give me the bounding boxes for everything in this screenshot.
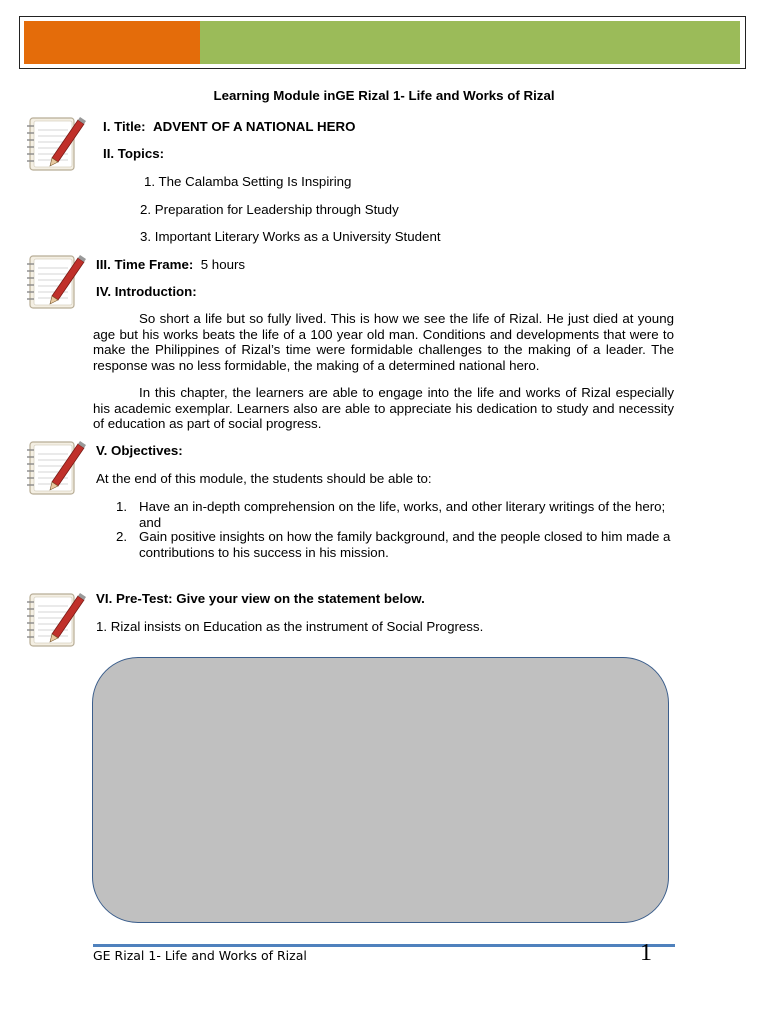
pretest-heading: VI. Pre-Test: Give your view on the statement below.	[96, 591, 425, 606]
time-frame-label: III. Time Frame:	[96, 257, 194, 272]
notebook-pencil-icon	[22, 112, 90, 177]
objectives-lead: At the end of this module, the students should be able to:	[96, 471, 432, 486]
title-label: I. Title:	[103, 119, 146, 134]
footer-rule	[93, 944, 675, 947]
page-number: 1	[640, 940, 652, 966]
introduction-heading: IV. Introduction:	[96, 284, 197, 299]
title-heading	[103, 119, 355, 134]
notebook-pencil-icon	[22, 436, 90, 501]
objective-number: 1.	[116, 499, 128, 514]
introduction-paragraph: So short a life but so fully lived. This is how we see the life of Rizal. He just died at young age but his works beats the life of a 100 year old man. Conditions and developments that were to make the Philippines of Rizal’s time were formidable challenges to the making of a leader. The response was no less formidable, the making of a determined national hero.	[93, 311, 674, 373]
topics-heading: II. Topics:	[103, 146, 165, 161]
topic-item: 3. Important Literary Works as a University Student	[140, 229, 441, 244]
topic-item: 2. Preparation for Leadership through Study	[140, 202, 399, 217]
objective-number: 2.	[116, 529, 128, 544]
notebook-pencil-icon	[22, 588, 90, 653]
introduction-paragraph: In this chapter, the learners are able to engage into the life and works of Rizal especially his academic exemplar. Learners also are able to appreciate his dedication to study and necessity of education as part of social progress.	[93, 385, 674, 432]
document-title: Learning Module inGE Rizal 1- Life and Works of Rizal	[213, 88, 555, 103]
notebook-pencil-icon	[22, 250, 90, 315]
objectives-heading: V. Objectives:	[96, 443, 183, 458]
time-frame-heading	[96, 257, 245, 272]
header-banner-orange	[24, 21, 200, 64]
title-value: ADVENT OF A NATIONAL HERO	[153, 119, 356, 134]
pretest-statement: 1. Rizal insists on Education as the instrument of Social Progress.	[96, 619, 484, 634]
header-banner-green	[200, 21, 740, 64]
answer-box[interactable]	[92, 657, 669, 923]
header-banner	[19, 16, 746, 69]
objective-text: Have an in-depth comprehension on the life, works, and other literary writings of the hero; and	[139, 499, 666, 530]
objective-text: Gain positive insights on how the family background, and the people closed to him made a contributions to his success in his mission.	[139, 529, 671, 560]
footer-text: GE Rizal 1- Life and Works of Rizal	[93, 948, 307, 963]
topic-item: 1. The Calamba Setting Is Inspiring	[144, 174, 352, 189]
time-frame-value: 5 hours	[200, 257, 246, 272]
